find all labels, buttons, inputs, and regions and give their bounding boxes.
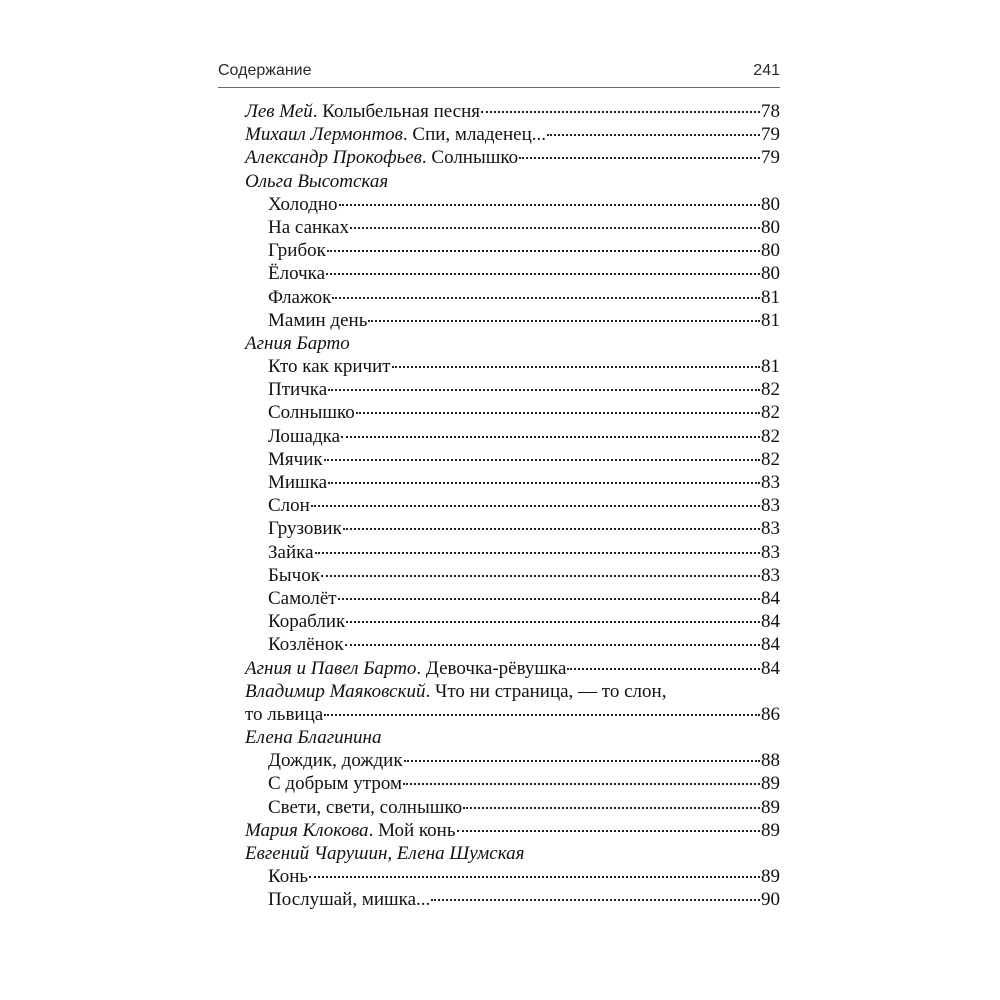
dot-leader <box>356 400 760 414</box>
toc-sub-entry <box>245 610 780 633</box>
toc-title: Мамин день <box>268 309 368 331</box>
toc-entry: Александр Прокофьев . Солнышко 79 <box>245 147 780 169</box>
toc-page-number: 84 <box>761 634 780 656</box>
section-title: Содержание <box>218 62 312 79</box>
dot-leader <box>346 609 760 623</box>
toc-title: Конь <box>268 866 309 888</box>
dot-leader <box>463 795 760 809</box>
toc-title: Кораблик <box>268 611 346 633</box>
dot-leader <box>403 771 760 785</box>
toc-sub-entry <box>245 772 780 795</box>
toc-title: Кто как кричит <box>268 356 391 378</box>
toc-page-number: 84 <box>761 587 780 609</box>
toc-page-number: 80 <box>761 263 780 285</box>
toc-title: Грибок <box>268 240 326 262</box>
toc-title: Самолёт <box>268 587 337 609</box>
header-divider <box>218 87 780 88</box>
dot-leader <box>315 540 761 554</box>
toc-sub-entry <box>245 448 780 471</box>
toc-title: Колыбельная песня <box>322 101 481 122</box>
toc-sub-entry <box>245 401 780 424</box>
toc-title: Флажок <box>268 286 332 308</box>
dot-leader <box>350 215 760 229</box>
toc-title: Солнышко <box>431 147 519 169</box>
toc-page-number: 84 <box>761 657 780 679</box>
toc-sub-entry <box>245 564 780 587</box>
dot-leader <box>339 192 760 206</box>
table-of-contents <box>245 100 780 912</box>
dot-leader <box>345 632 760 646</box>
toc-author: Лев Мей <box>245 101 313 122</box>
toc-page-number: 81 <box>761 309 780 331</box>
toc-author-heading: Елена Благинина <box>245 727 382 749</box>
toc-title: Спи, младенец... <box>412 124 546 146</box>
toc-sub-entry <box>245 309 780 332</box>
dot-leader <box>368 308 760 322</box>
toc-sub-entry <box>245 193 780 216</box>
toc-page-number: 81 <box>761 286 780 308</box>
toc-page-number: 81 <box>761 356 780 378</box>
toc-title: Грузовик <box>268 518 342 540</box>
toc-sub-entry <box>245 425 780 448</box>
toc-author: Александр Прокофьев <box>245 147 422 169</box>
toc-title: Мой конь <box>378 819 456 841</box>
toc-page-number: 82 <box>761 425 780 447</box>
toc-title: На санках <box>268 216 350 238</box>
toc-page-number: 88 <box>761 750 780 772</box>
toc-page-number: 80 <box>761 193 780 215</box>
toc-sub-entry <box>245 239 780 262</box>
toc-entry: Агния и Павел Барто . Девочка-рёвушка 84 <box>245 657 780 679</box>
toc-sub-entry <box>245 541 780 564</box>
toc-author-heading: Агния Барто <box>245 332 350 354</box>
dot-leader <box>332 285 760 299</box>
toc-title: Мячик <box>268 448 323 470</box>
dot-leader <box>404 748 760 762</box>
toc-sub-entry <box>245 888 780 911</box>
toc-author: Владимир Маяковский <box>245 680 426 702</box>
toc-page-number: 86 <box>761 703 780 725</box>
toc-entry: Владимир Маяковский . Что ни страница, — то слон, то львица 86 <box>245 680 780 725</box>
toc-page-number: 89 <box>761 773 780 795</box>
toc-title: Лошадка <box>268 425 341 447</box>
toc-sub-entry <box>245 262 780 285</box>
toc-title: Ёлочка <box>268 263 326 285</box>
toc-sub-entry <box>245 749 780 772</box>
dot-leader <box>324 447 760 461</box>
dot-leader <box>321 563 760 577</box>
toc-title: Мишка <box>268 472 328 493</box>
toc-sub-entry <box>245 216 780 239</box>
dot-leader <box>392 354 760 368</box>
toc-title: Бычок <box>268 564 320 586</box>
toc-author-heading: Евгений Чарушин, Елена Шумская <box>245 843 525 865</box>
toc-page-number: 89 <box>761 866 780 888</box>
toc-author: Михаил Лермонтов <box>245 124 403 146</box>
toc-title: С добрым утром <box>268 773 402 795</box>
dot-leader <box>328 377 760 391</box>
toc-title: Солнышко <box>268 402 355 424</box>
toc-page-number: 89 <box>761 796 780 818</box>
toc-sub-entry <box>245 633 780 656</box>
toc-page-number: 79 <box>761 147 780 169</box>
dot-leader <box>547 122 760 136</box>
toc-sub-entry <box>245 517 780 540</box>
toc-page-number: 83 <box>761 495 780 517</box>
toc-title: Птичка <box>268 379 328 401</box>
dot-leader <box>341 424 760 438</box>
toc-sub-entry <box>245 494 780 517</box>
toc-page-number: 89 <box>761 819 780 841</box>
dot-leader <box>431 887 760 901</box>
toc-title: Послушай, мишка... <box>268 889 431 911</box>
toc-sub-entry <box>245 286 780 309</box>
dot-leader <box>326 261 760 275</box>
toc-page-number: 82 <box>761 379 780 401</box>
toc-page-number: 82 <box>761 448 780 470</box>
toc-sub-entry <box>245 355 780 378</box>
dot-leader <box>338 586 760 600</box>
toc-author: Мария Клокова <box>245 819 369 841</box>
toc-sub-entry <box>245 587 780 610</box>
dot-leader <box>324 702 760 716</box>
toc-sub-entry <box>245 471 780 494</box>
toc-title: Зайка <box>268 541 314 563</box>
toc-title: Свети, свети, солнышко <box>268 796 463 818</box>
dot-leader <box>328 470 760 484</box>
toc-page-number: 80 <box>761 240 780 262</box>
toc-page-number: 80 <box>761 216 780 238</box>
toc-page-number: 82 <box>761 402 780 424</box>
dot-leader <box>457 818 760 832</box>
toc-title: Дождик, дождик <box>268 750 403 772</box>
toc-author-heading: Ольга Высотская <box>245 170 389 192</box>
toc-page-number: 83 <box>761 564 780 586</box>
toc-title: Девочка-рёвушка <box>425 657 567 679</box>
running-head <box>218 60 780 86</box>
dot-leader <box>481 99 760 113</box>
dot-leader <box>309 864 760 878</box>
toc-sub-entry <box>245 865 780 888</box>
dot-leader <box>567 656 760 670</box>
page-number: 241 <box>753 62 780 79</box>
toc-page-number: 90 <box>761 889 780 911</box>
toc-page-number: 83 <box>761 518 780 540</box>
dot-leader <box>327 238 760 252</box>
toc-sub-entry <box>245 796 780 819</box>
toc-page-number: 83 <box>761 472 780 493</box>
toc-title: Козлёнок <box>268 634 344 656</box>
toc-sub-entry <box>245 378 780 401</box>
dot-leader <box>343 516 760 530</box>
toc-page-number: 84 <box>761 611 780 633</box>
toc-title: Слон <box>268 495 310 517</box>
toc-page-number: 79 <box>761 124 780 146</box>
dot-leader <box>519 145 760 159</box>
toc-entry: Мария Клокова . Мой конь 89 <box>245 819 780 841</box>
toc-entry: Михаил Лермонтов . Спи, младенец... 79 <box>245 124 780 146</box>
dot-leader <box>311 493 760 507</box>
toc-title-continued: то львица <box>245 703 324 725</box>
toc-title: Холодно <box>268 193 338 215</box>
toc-page-number: 78 <box>761 101 780 122</box>
toc-author: Агния и Павел Барто <box>245 657 417 679</box>
toc-page-number: 83 <box>761 541 780 563</box>
toc-entry: Лев Мей . Колыбельная песня 78 <box>245 101 780 122</box>
toc-title: Что ни страница, — то слон, <box>434 680 667 702</box>
